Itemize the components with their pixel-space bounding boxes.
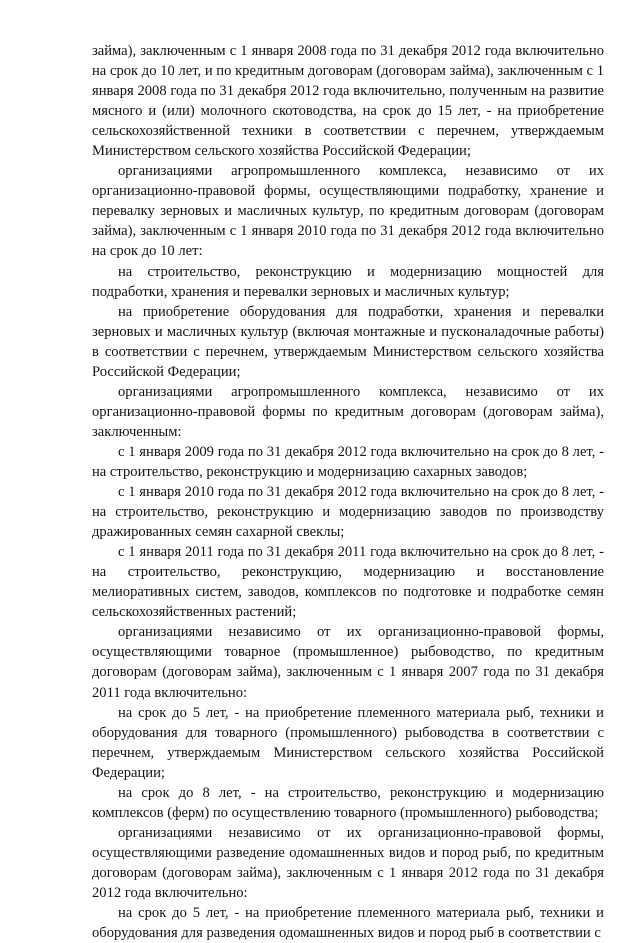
paragraph: с 1 января 2010 года по 31 декабря 2012 года включительно на срок до 8 лет, - на строительство, реконструкцию и модернизацию заводов по производству дражированных семян сахарной свеклы; xyxy=(92,484,604,541)
paragraph: на срок до 8 лет, - на строительство, реконструкцию и модернизацию комплексов (ферм) по осуществлению товарного (промышленного) рыбоводства; xyxy=(92,784,604,821)
paragraph: на срок до 5 лет, - на приобретение племенного материала рыб, техники и оборудования для товарного (промышленного) рыбоводства в соответствии с перечнем, утверждаемым Министерством сельского хозяйства Российской Федерации; xyxy=(92,704,604,781)
paragraph: на срок до 5 лет, - на приобретение племенного материала рыб, техники и оборудования для разведения одомашненных видов и пород рыб в соответствии с xyxy=(92,905,604,942)
paragraph: организациями агропромышленного комплекса, независимо от их организационно-правовой формы по кредитным договорам (договорам займа), заключенным: xyxy=(92,383,604,440)
paragraph: на строительство, реконструкцию и модернизацию мощностей для подработки, хранения и перевалки зерновых и масличных культур; xyxy=(92,263,604,300)
paragraph: займа), заключенным с 1 января 2008 года по 31 декабря 2012 года включительно на срок до 10 лет, и по кредитным договорам (договорам займа), заключенным с 1 января 2008 года по 31 декабря 2012 года включительно, полученным на развитие мясного и (или) молочного скотоводства, на срок до 15 лет, - на приобретение сельскохозяйственной техники в соответствии с перечнем, утверждаемым Министерством сельского хозяйства Российской Федерации; xyxy=(92,43,604,160)
paragraph: организациями агропромышленного комплекса, независимо от их организационно-правовой формы, осуществляющими подработку, хранение и перевалку зерновых и масличных культур, по кредитным договорам (договорам займа), заключенным с 1 января 2010 года по 31 декабря 2012 года включительно на срок до 10 лет: xyxy=(92,163,604,260)
document-body xyxy=(92,41,604,943)
paragraph: организациями независимо от их организационно-правовой формы, осуществляющими разведение одомашненных видов и пород рыб, по кредитным договорам (договорам займа), заключенным с 1 января 2012 года по 31 декабря 2012 года включительно: xyxy=(92,824,604,901)
paragraph: организациями независимо от их организационно-правовой формы, осуществляющими товарное (промышленное) рыбоводство, по кредитным договорам (договорам займа), заключенным с 1 января 2007 года по 31 декабря 2011 года включительно: xyxy=(92,624,604,701)
paragraph: с 1 января 2009 года по 31 декабря 2012 года включительно на срок до 8 лет, - на строительство, реконструкцию и модернизацию сахарных заводов; xyxy=(92,443,604,480)
paragraph: с 1 января 2011 года по 31 декабря 2011 года включительно на срок до 8 лет, - на строительство, реконструкцию, модернизацию и восстановление мелиоративных систем, заводов, комплексов по подготовке и подработке семян сельскохозяйственных растений; xyxy=(92,544,604,621)
paragraph: на приобретение оборудования для подработки, хранения и перевалки зерновых и масличных культур (включая монтажные и пусконаладочные работы) в соответствии с перечнем, утверждаемым Министерством сельского хозяйства Российской Федерации; xyxy=(92,303,604,380)
